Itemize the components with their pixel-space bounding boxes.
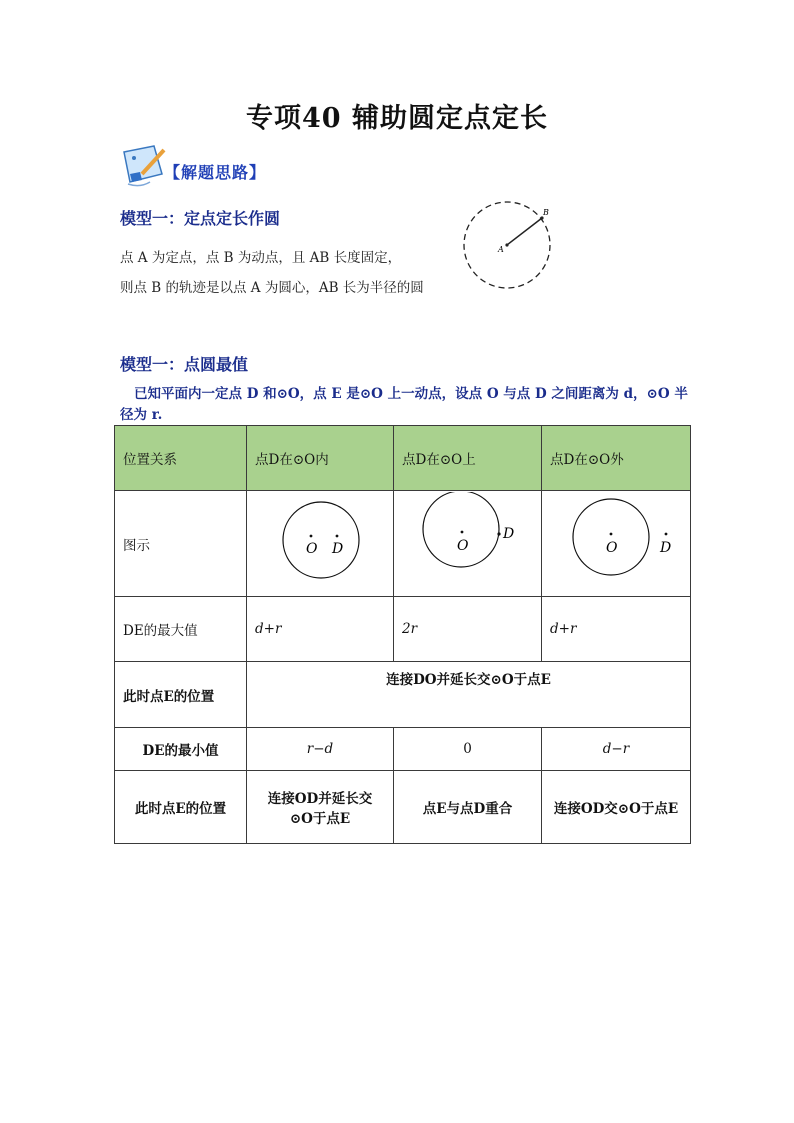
header-cell: 点D在⊙O上 — [394, 426, 542, 491]
o-label: O — [456, 537, 468, 554]
header-cell: 点D在⊙O内 — [247, 426, 394, 491]
circle-figure-outside — [551, 492, 681, 592]
d-label: D — [660, 539, 672, 556]
min-position-cell: 点E与点D重合 — [394, 771, 542, 844]
header-cell: 位置关系 — [115, 426, 247, 491]
header-cell: 点D在⊙O外 — [542, 426, 691, 491]
comparison-table — [114, 425, 691, 844]
o-label: O — [606, 539, 618, 556]
table-row — [115, 771, 691, 844]
max-position-cell: 连接DO并延长交⊙O于点E — [247, 662, 691, 728]
point-a-label: A — [498, 245, 504, 254]
table-row — [115, 662, 691, 728]
row-label: 此时点E的位置 — [115, 662, 247, 728]
section-label: 【解题思路】 — [164, 163, 267, 182]
page-title: 专项40 辅助圆定点定长 — [246, 103, 548, 134]
min-position-cell: 连接OD并延长交⊙O于点E — [247, 771, 394, 844]
row-label: DE的最大值 — [115, 597, 247, 662]
table-row — [115, 597, 691, 662]
pencil-paper-icon — [120, 144, 168, 188]
model1-line1: 点 A 为定点，点 B 为动点，且 AB 长度固定， — [120, 250, 402, 266]
figure-cell — [247, 491, 394, 597]
min-position-cell: 连接OD交⊙O于点E — [542, 771, 691, 844]
model2-intro: 已知平面内一定点 D 和⊙O，点 E 是⊙O 上一动点，设点 O 与点 D 之间距离为 d，⊙O 半径为 r. — [120, 386, 688, 423]
circle-figure-a — [458, 198, 558, 294]
row-label: 图示 — [115, 491, 247, 597]
point-b-label: B — [543, 208, 549, 217]
table-row — [115, 491, 691, 597]
value-cell: r−d — [247, 728, 394, 771]
table-row — [115, 426, 691, 491]
circle-figure-on — [403, 492, 533, 592]
d-label: D — [502, 525, 514, 542]
model2-heading: 模型一：点圆最值 — [120, 355, 249, 374]
o-label: O — [306, 540, 318, 557]
circle-figure-inside — [255, 492, 385, 592]
value-cell: 2r — [394, 597, 542, 662]
value-cell: 0 — [394, 728, 542, 771]
row-label: DE的最小值 — [115, 728, 247, 771]
model1-heading: 模型一：定点定长作圆 — [120, 209, 281, 228]
value-cell: d−r — [542, 728, 691, 771]
figure-cell — [394, 491, 542, 597]
d-label: D — [332, 540, 344, 557]
table-row — [115, 728, 691, 771]
figure-cell — [542, 491, 691, 597]
model1-line2: 则点 B 的轨迹是以点 A 为圆心，AB 长为半径的圆 — [120, 280, 424, 296]
value-cell: d+r — [247, 597, 394, 662]
row-label: 此时点E的位置 — [115, 771, 247, 844]
value-cell: d+r — [542, 597, 691, 662]
